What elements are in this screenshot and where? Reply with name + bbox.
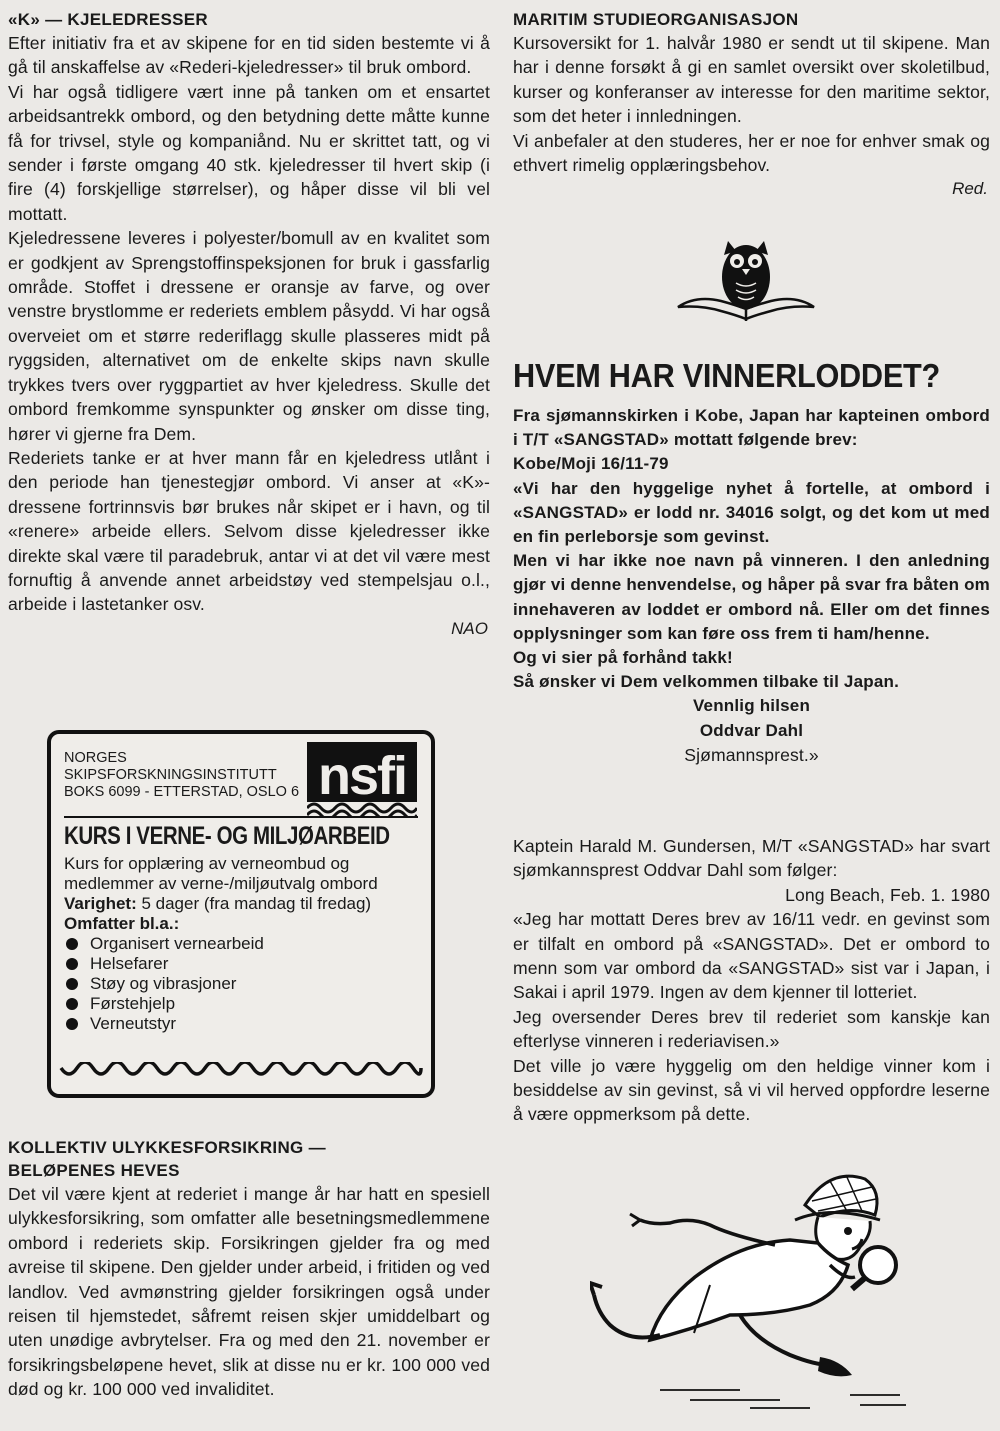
course-topic-item: Organisert vernearbeid [64,934,414,954]
insurance-body: Det vil være kjent at rederiet i mange år har hatt en spesiell ulykkesforsikring, som omfatter alle besetningsmedlemmene ombord i rederiets skip. Forsikringen gjelder fra og med avreise til skipene. Den gjelder under arbeid, i fritiden og ved landlov. Ved avmønstring gjelder forsikringen også under reisen til hjemstedet, såfremt reisen skjer umiddelbart og uten unødige avbrytelser. Fra og med den 21. november er forsikringsbeløpene hevet, slik at disse nu er kr. 100 000 ved død og kr. 100 000 ved invaliditet. [8,1184,490,1400]
k-article-paragraph: Vi har også tidligere vært inne på tanken om et ensartet arbeidsantrekk ombord, og den betydning dette måtte kunne få for trivsel, style og kompaniånd. Nu er skrittet tatt, og vi sender i første omgang 40 stk. kjeledresser til hvert skip (i fire (4) forskjellige størrelser), og håper disse vil bli vel mottatt. [8,81,490,224]
reply-paragraph: Jeg oversender Deres brev til rederiet som kanskje kan efterlyse vinneren i rederiavisen.» [513,1006,990,1052]
course-title: KURS I VERNE- OG MILJØARBEID [64,822,390,850]
k-article-paragraph: Rederiets tanke er at hver mann får en kjeledress utlånt i den periode han tjenestegjør ombord. Vi anser at «K»-dressene fortrinnsvis bør brukes når skipet er i havn, og til «renere» arbeide ellers. Selvom disse kjeledresser ikke direkte skal være til paradebruk, antar vi at det vil være mest fornuftig å anvende annet arbeidstøy ved stempelsjau o.l., arbeide i lastetanker osv. [8,447,490,615]
winner-dateline: Kobe/Moji 16/11-79 [513,454,669,474]
k-article-heading: «K» — KJELEDRESSER [8,10,209,29]
nsfi-address: BOKS 6099 - ETTERSTAD, OSLO 6 [64,784,300,800]
insurance-article [8,1136,490,1402]
letter-paragraph: Men vi har ikke noe navn på vinneren. I den anledning gjør vi denne henvendelse, og håper på svar fra båten om innehaveren av loddet er ombord nå. Eller om det finnes opplysninger som kan føre oss frem ti ham/henne. [513,551,990,643]
owl-on-book-illustration [676,235,816,325]
duration-label: Varighet: [64,894,137,913]
maritim-paragraph: Vi anbefaler at den studeres, her er noe for enhver smak og ethvert rimelig opplæringsbehov. [513,130,990,176]
reply-intro: Kaptein Harald M. Gundersen, M/T «SANGSTAD» har svart sjømkannsprest Oddvar Dahl som følger: [513,836,990,881]
duration-value: 5 dager (fra mandag til fredag) [136,894,372,913]
course-topic-item: Verneutstyr [64,1014,414,1034]
letter-signer-title: Sjømannsprest.» [684,744,819,765]
maritim-signature: Red. [952,179,988,199]
maritim-paragraph: Kursoversikt for 1. halvår 1980 er sendt ut til skipene. Man har i denne forsøkt å gi en samlet oversikt over skoletilbud, kurser og konferanser av interesse for den maritime sektor, som det heter i innledningen. [513,33,990,127]
nsfi-divider [64,816,418,818]
winner-headline: HVEM HAR VINNERLODDET? [513,357,940,394]
course-description: Kurs for opplæring av verneombud og medlemmer av verne-/miljøutvalg ombord [64,854,378,893]
letter-signer: Oddvar Dahl [699,720,804,740]
nsfi-org-name: NORGES [64,750,127,766]
nsfi-logo-text: nsfi [317,746,407,806]
winner-article [513,358,990,767]
maritim-heading: MARITIM STUDIEORGANISASJON [513,10,799,29]
k-article-signature: NAO [451,618,488,638]
letter-paragraph: Så ønsker vi Dem velkommen tilbake til Japan. [513,672,899,692]
winner-intro: Fra sjømannskirken i Kobe, Japan har kapteinen ombord i T/T «SANGSTAD» mottatt følgende brev: [513,406,990,450]
maritim-article [513,8,990,201]
detective-with-magnifying-glass-illustration [590,1165,910,1410]
insurance-heading: KOLLEKTIV ULYKKESFORSIKRING — [8,1138,326,1157]
nsfi-organization [64,750,299,801]
wave-border [59,1062,423,1084]
reply-paragraph: «Jeg har mottatt Deres brev av 16/11 vedr. en gevinst som er tilfalt en ombord på «SANGSTAD». Det er ombord to menn som var ombord da «SANGSTAD» sist var i Japan, i Sakai i april 1979. Ingen av dem kjenner til lotteriet. [513,909,990,1003]
course-duration [64,894,414,914]
nsfi-course-ad [47,730,435,1098]
k-article-paragraph: Kjeledressene leveres i polyester/bomull av en kvalitet som er godkjent av Sprengstoffinspeksjonen for bruk i gassfarlig område. Stoffet i dressene er oransje av farve, og over venstre brystlomme er rederiets emblem påsydd. Vi har også overveiet om et større rederiflagg skulle plasseres midt på ryggsiden, alternativet om de enkelte skips navn skulle trykkes tvers over ryggpartiet av hver kjeledress. Skulle det ombord fremkomme synspunkter og ønsker om disse ting, hører vi gjerne fra Dem. [8,228,490,444]
course-covers-label: Omfatter bl.a.: [64,914,180,933]
course-topic-list [64,934,414,1034]
letter-paragraph: «Vi har den hyggelige nyhet å fortelle, at ombord i «SANGSTAD» er lodd nr. 34016 solgt, og det kom ut med en fin perleborsje som gevinst. [513,478,990,547]
reply-article [513,834,990,1127]
insurance-heading: BELØPENES HEVES [8,1161,180,1180]
course-body [64,854,414,1034]
course-topic-item: Støy og vibrasjoner [64,974,414,994]
reply-dateline: Long Beach, Feb. 1. 1980 [785,884,990,905]
reply-paragraph: Det ville jo være hyggelig om den heldige vinner kom i besiddelse av sin gevinst, så vi vil herved oppfordre leserne å være oppmerksom på dette. [513,1055,990,1125]
left-column [8,8,490,641]
course-topic-item: Helsefarer [64,954,414,974]
k-article-paragraph: Efter initiativ fra et av skipene for en tid siden bestemte vi å gå til anskaffelse av «Rederi-kjeledresser» til bruk ombord. [8,33,490,78]
nsfi-logo [307,742,417,818]
nsfi-org-name: SKIPSFORSKNINGSINSTITUTT [64,767,277,783]
letter-paragraph: Og vi sier på forhånd takk! [513,648,733,668]
letter-closing: Vennlig hilsen [692,696,811,716]
course-topic-item: Førstehjelp [64,994,414,1014]
